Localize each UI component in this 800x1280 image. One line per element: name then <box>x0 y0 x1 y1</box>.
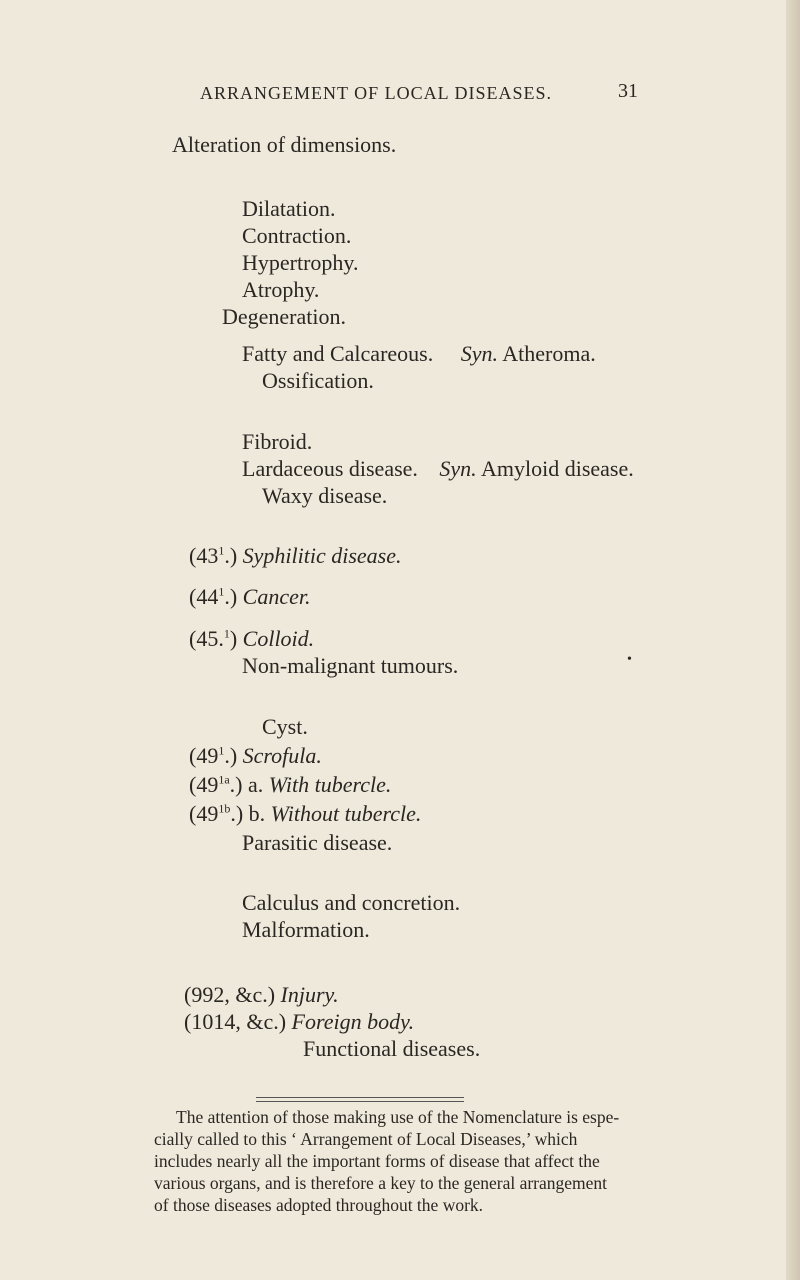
line-atrophy: Atrophy. <box>242 277 320 302</box>
page-edge <box>786 0 800 1280</box>
line-injury <box>184 982 339 1008</box>
page-number: 31 <box>618 80 638 102</box>
line-waxy: Waxy disease. <box>262 483 388 508</box>
syn-label: Syn. <box>460 341 498 366</box>
line-fatty-calcareous <box>242 341 596 367</box>
entry-title: Syphilitic disease. <box>242 543 402 568</box>
entry-letter: b. <box>248 801 266 826</box>
footnote-line: cially called to this ‘ Arrangement of Local Diseases,’ which <box>154 1129 578 1149</box>
entry-ref: (45.$^1$) <box>189 626 238 651</box>
divider-rule <box>256 1101 464 1102</box>
line-cyst: Cyst. <box>262 714 308 739</box>
line-degeneration: Degeneration. <box>222 304 346 329</box>
line-alteration: Alteration of dimensions. <box>172 132 397 157</box>
atheroma-text: Atheroma. <box>502 341 596 366</box>
entry-ref: $(43^1.)$ <box>189 543 238 568</box>
entry-ref: $(44^1.)$ <box>189 584 238 609</box>
line-non-malignant: Non-malignant tumours. <box>242 653 459 678</box>
line-parasitic: Parasitic disease. <box>242 830 393 855</box>
running-title: ARRANGEMENT OF LOCAL DISEASES. <box>200 83 553 103</box>
line-malformation: Malformation. <box>242 917 370 942</box>
line-with-tubercle <box>189 772 391 798</box>
line-colloid <box>189 626 314 652</box>
line-fibroid: Fibroid. <box>242 429 313 454</box>
line-hypertrophy: Hypertrophy. <box>242 250 359 275</box>
line-contraction: Contraction. <box>242 223 352 248</box>
entry-title: Foreign body. <box>291 1009 415 1034</box>
line-lardaceous <box>242 456 634 482</box>
footnote-line: various organs, and is therefore a key to the general arrangement <box>154 1173 608 1193</box>
entry-ref: (992, &c.) <box>184 982 276 1007</box>
divider-rule <box>256 1097 464 1098</box>
line-cancer <box>189 584 310 610</box>
footnote-line: includes nearly all the important forms of disease that affect the <box>154 1151 600 1171</box>
lardaceous-text: Lardaceous disease. <box>242 456 418 481</box>
entry-title: Scrofula. <box>242 743 322 768</box>
entry-ref: $(49^1.)$ <box>189 743 238 768</box>
entry-title: Cancer. <box>242 584 311 609</box>
entry-title: With tubercle. <box>268 772 392 797</box>
line-functional: Functional diseases. <box>303 1036 481 1061</box>
entry-title: Colloid. <box>242 626 315 651</box>
entry-title: Injury. <box>280 982 339 1007</box>
entry-ref: $(49^{1b}.)$ <box>189 801 244 826</box>
bullet-mark: • <box>627 652 632 667</box>
line-ossification: Ossification. <box>262 368 374 393</box>
line-without-tubercle <box>189 801 421 827</box>
footnote-line: of those diseases adopted throughout the work. <box>154 1195 484 1215</box>
line-dilatation: Dilatation. <box>242 196 336 221</box>
entry-title: Without tubercle. <box>270 801 422 826</box>
entry-ref: (1014, &c.) <box>184 1009 287 1034</box>
line-calculus: Calculus and concretion. <box>242 890 461 915</box>
entry-ref: $(49^{1a}.)$ <box>189 772 243 797</box>
line-scrofula <box>189 743 322 769</box>
entry-letter: a. <box>247 772 264 797</box>
line-syphilitic <box>189 543 402 569</box>
amyloid-text: Amyloid disease. <box>480 456 634 481</box>
footnote-line: The attention of those making use of the Nomenclature is espe- <box>176 1107 620 1127</box>
fatty-text: Fatty and Calcareous. <box>242 341 434 366</box>
syn-label: Syn. <box>439 456 477 481</box>
line-foreign-body <box>184 1009 414 1035</box>
